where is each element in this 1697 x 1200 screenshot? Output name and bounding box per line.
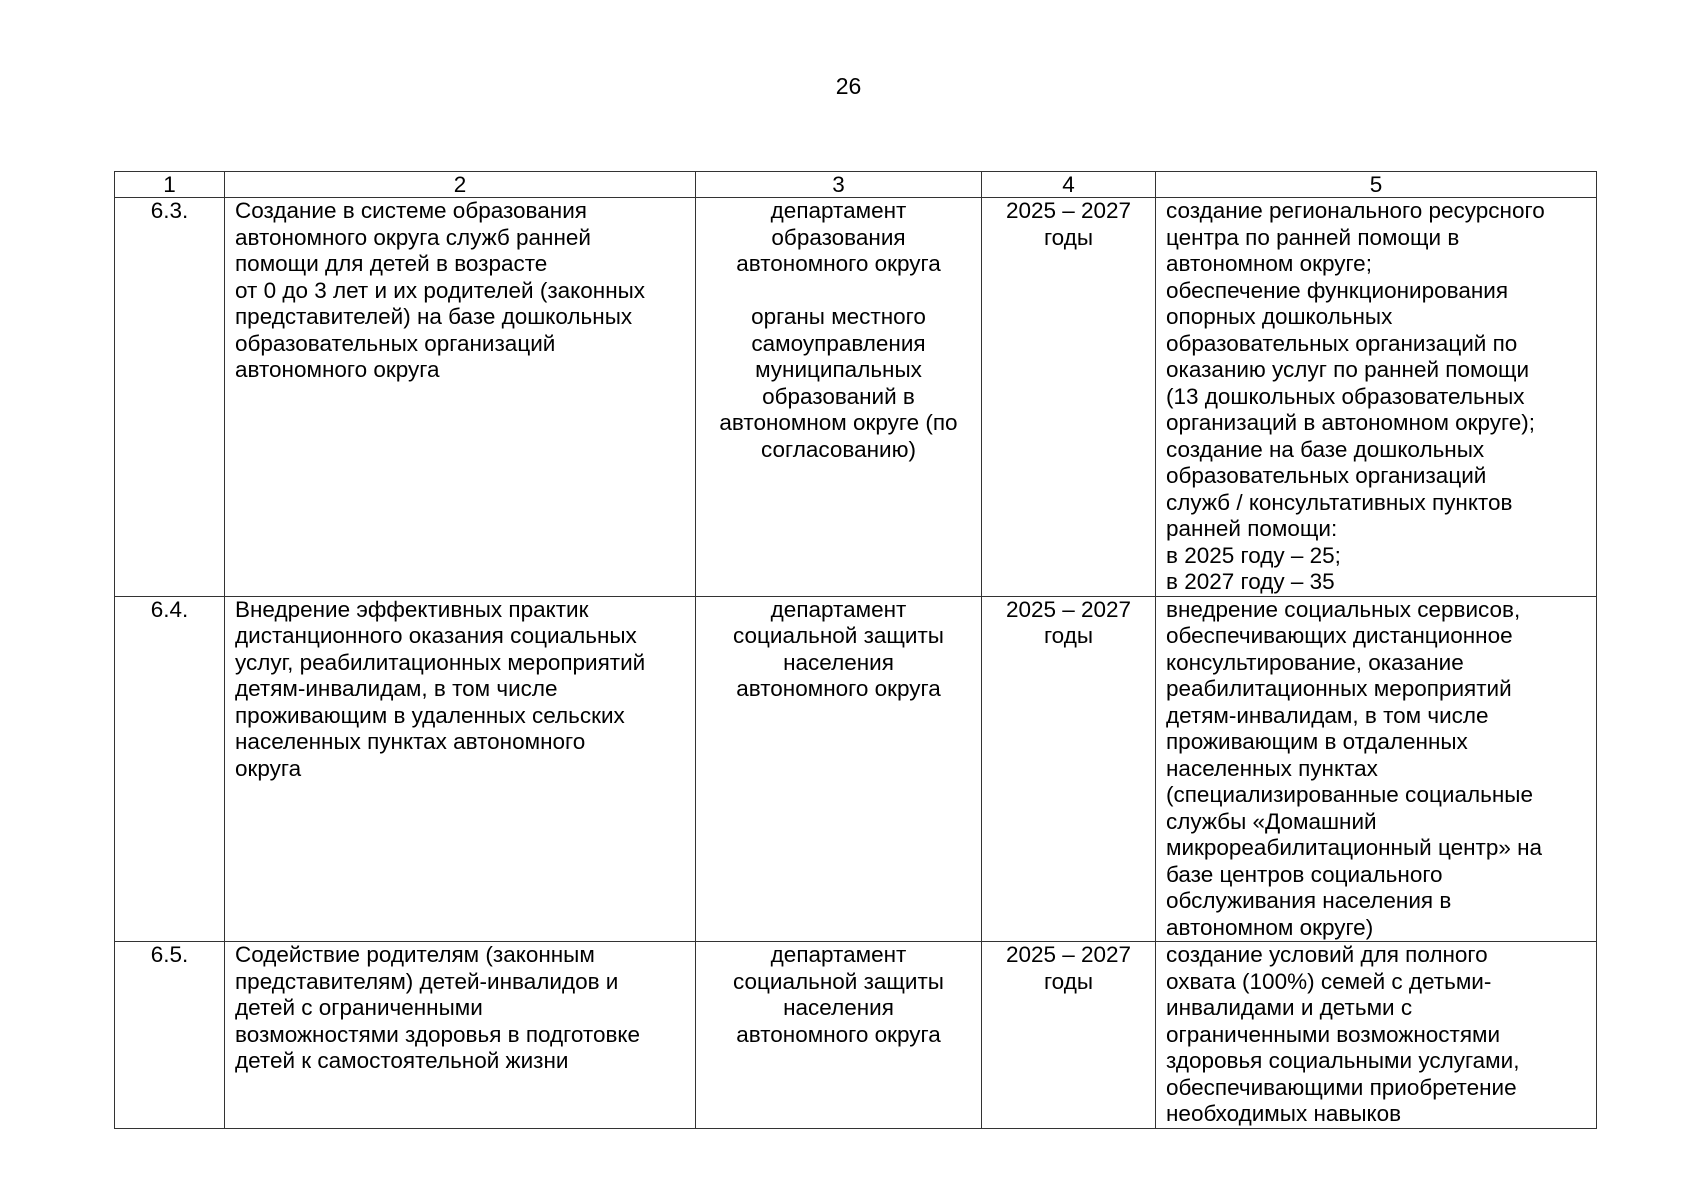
measure-text: Внедрение эффективных практик дистанционного оказания социальных услуг, реабилитационных мероприятий детям-инвалидам, в том числе проживающим в удаленных сельских населенных пунктах автономного округа [225, 596, 696, 942]
column-header: 3 [696, 172, 982, 198]
column-header: 5 [1156, 172, 1597, 198]
term-text: 2025 – 2027 годы [982, 942, 1156, 1129]
measure-text: Содействие родителям (законным представителям) детей-инвалидов и детей с ограниченными возможностями здоровья в подготовке детей к самостоятельной жизни [225, 942, 696, 1129]
page-number: 26 [835, 73, 862, 99]
table-row [115, 198, 1597, 597]
result-text: внедрение социальных сервисов, обеспечивающих дистанционное консультирование, оказание реабилитационных мероприятий детям-инвалидам, в том числе проживающим в отдаленных населенных пунктах (специализированные социальные службы «Домашний микрореабилитационный центр» на базе центров социального обслуживания населения в автономном округе) [1156, 596, 1597, 942]
executors-text: департамент социальной защиты населения автономного округа [696, 942, 982, 1129]
table-row [115, 596, 1597, 942]
executors-text: департамент образования автономного округа органы местного самоуправления муниципальных образований в автономном округе (по согласованию) [696, 198, 982, 597]
term-text: 2025 – 2027 годы [982, 596, 1156, 942]
table-header-row [115, 172, 1597, 198]
column-header: 2 [225, 172, 696, 198]
row-number: 6.5. [115, 942, 225, 1129]
row-number: 6.4. [115, 596, 225, 942]
measures-table [114, 171, 1597, 1129]
table-row [115, 942, 1597, 1129]
row-number: 6.3. [115, 198, 225, 597]
column-header: 1 [115, 172, 225, 198]
term-text: 2025 – 2027 годы [982, 198, 1156, 597]
executors-text: департамент социальной защиты населения автономного округа [696, 596, 982, 942]
measure-text: Создание в системе образования автономного округа служб ранней помощи для детей в возрасте от 0 до 3 лет и их родителей (законных представителей) на базе дошкольных образовательных организаций автономного округа [225, 198, 696, 597]
result-text: создание регионального ресурсного центра по ранней помощи в автономном округе; обеспечение функционирования опорных дошкольных образовательных организаций по оказанию услуг по ранней помощи (13 дошкольных образовательных организаций в автономном округе); создание на базе дошкольных образовательных организаций служб / консультативных пунктов ранней помощи: в 2025 году – 25; в 2027 году – 35 [1156, 198, 1597, 597]
column-header: 4 [982, 172, 1156, 198]
result-text: создание условий для полного охвата (100%) семей с детьми- инвалидами и детьми с ограниченными возможностями здоровья социальными услугами, обеспечивающими приобретение необходимых навыков [1156, 942, 1597, 1129]
